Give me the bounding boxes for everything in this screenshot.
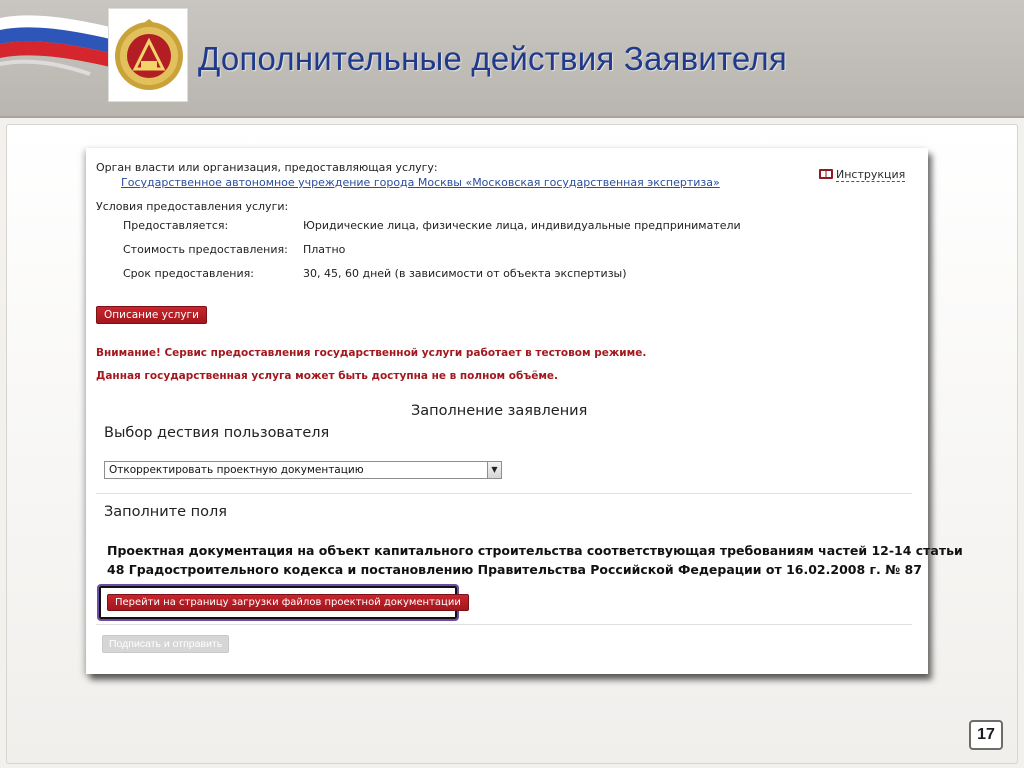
slide-title: Дополнительные действия Заявителя [198,40,787,77]
org-link[interactable]: Государственное автономное учреждение города Москвы «Московская государственная экспертиза» [121,176,720,189]
condition-value-term: 30, 45, 60 дней (в зависимости от объекта экспертизы) [303,267,627,280]
divider-bottom [96,624,912,625]
action-select[interactable] [104,461,502,479]
test-mode-warning: Внимание! Сервис предоставления государственной услуги работает в тестовом режиме. [96,347,647,359]
book-icon [819,169,833,179]
partial-service-warning: Данная государственная услуга может быть доступна не в полном объёме. [96,370,559,382]
divider [96,493,912,494]
sign-and-send-button[interactable]: Подписать и отправить [102,635,229,653]
page-number: 17 [969,720,1003,750]
conditions-label: Условия предоставления услуги: [96,200,289,213]
org-label: Орган власти или организация, предоставляющая услугу: [96,161,438,174]
condition-value-cost: Платно [303,243,346,256]
fields-label: Заполните поля [104,504,228,520]
coat-of-arms-logo [108,8,188,102]
form-heading: Заполнение заявления [411,403,588,419]
upload-docs-button[interactable]: Перейти на страницу загрузки файлов проектной документации [107,594,469,611]
condition-label-term: Срок предоставления: [123,267,254,280]
action-select-label: Выбор дествия пользователя [104,425,330,441]
service-form-panel [86,148,963,674]
condition-value-provided: Юридические лица, физические лица, индивидуальные предприниматели [303,219,741,232]
doc-text-line-2: 48 Градостроительного кодекса и постановлению Правительства Российской Федерации от 16.02.2008 г. № 87 [107,562,922,577]
action-select-value: Откорректировать проектную документацию [109,464,364,476]
instruction-link[interactable]: Инструкция [836,168,906,181]
condition-label-provided: Предоставляется: [123,219,229,232]
doc-text-line-1: Проектная документация на объект капитального строительства соответствующая требованиям частей 12-14 статьи [107,543,963,558]
instruction-link-container[interactable] [819,163,905,182]
condition-label-cost: Стоимость предоставления: [123,243,288,256]
dropdown-arrow-icon[interactable]: ▼ [487,462,501,478]
service-description-button[interactable]: Описание услуги [96,306,207,324]
